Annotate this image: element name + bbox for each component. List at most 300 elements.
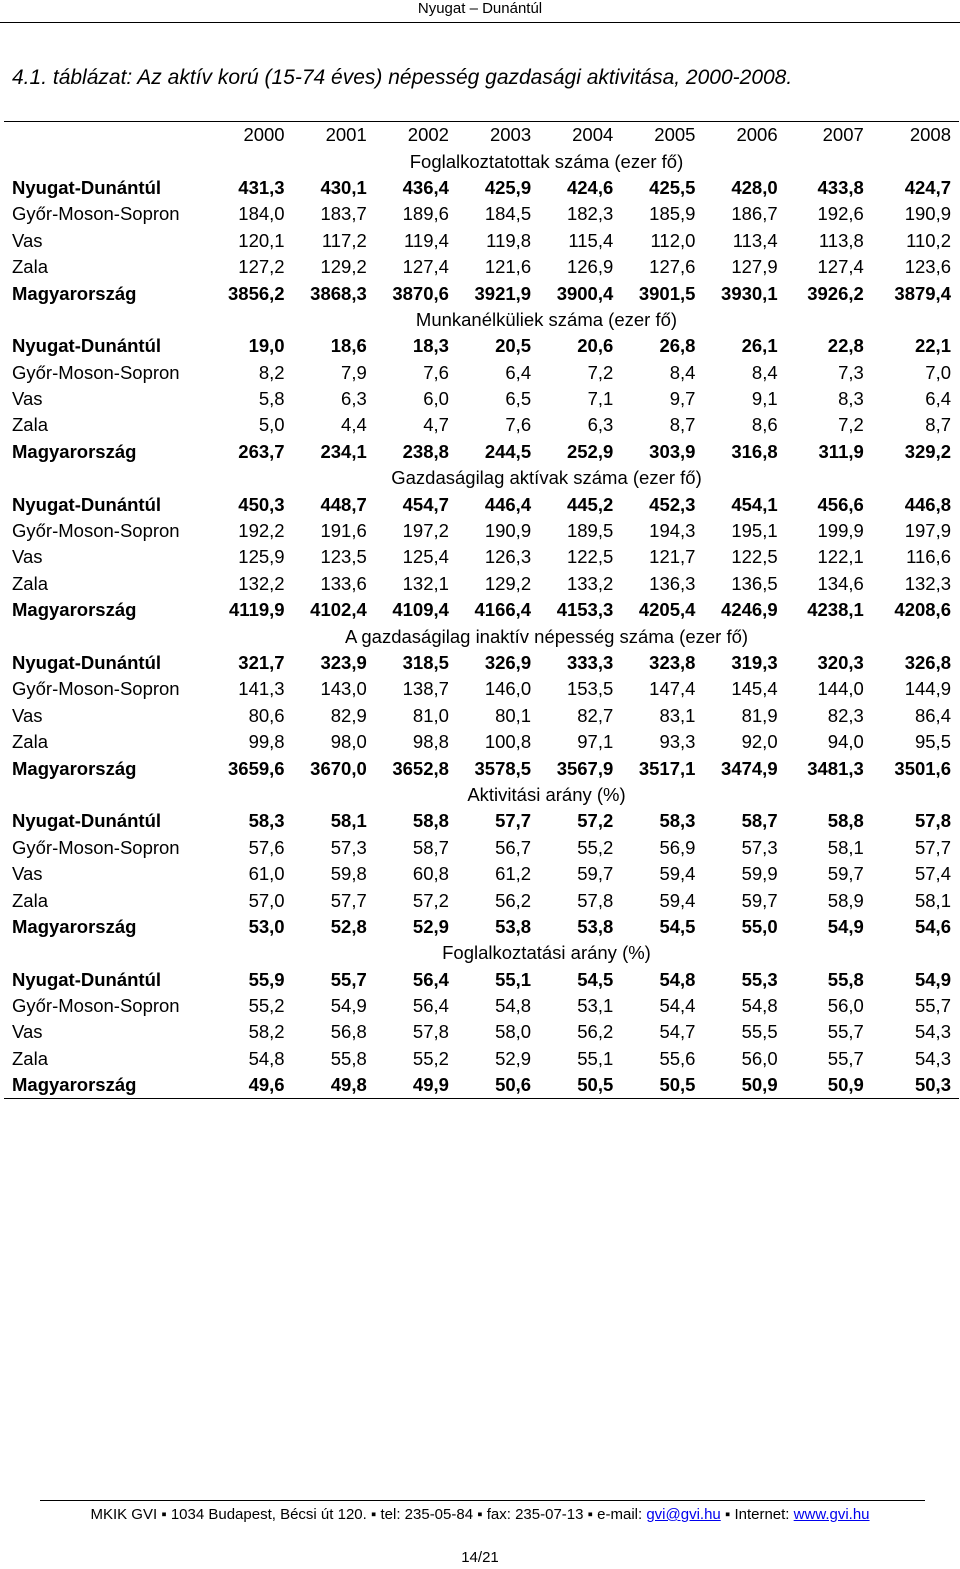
value-cell: 127,4 [402, 256, 449, 278]
value-cell: 424,6 [566, 176, 614, 198]
value-cell: 94,0 [827, 731, 864, 753]
value-cell: 59,7 [827, 863, 864, 885]
value-cell: 3930,1 [721, 282, 778, 304]
table-row [4, 201, 959, 227]
year-header-cell: 2003 [457, 122, 539, 149]
value-cell: 58,8 [827, 810, 864, 832]
value-cell: 112,0 [650, 229, 696, 251]
value-cell: 20,6 [577, 335, 614, 357]
table-row [4, 597, 959, 623]
value-cell: 57,8 [412, 1021, 449, 1043]
value-cell: 53,0 [248, 915, 285, 937]
value-cell: 318,5 [402, 652, 449, 673]
value-cell: 53,1 [577, 995, 614, 1017]
value-cell: 57,6 [248, 836, 285, 858]
row-label: Győr-Moson-Sopron [12, 678, 180, 700]
footer-tel: tel: 235-05-84 [380, 1506, 474, 1523]
value-cell: 55,8 [827, 968, 864, 990]
value-cell: 456,6 [817, 493, 864, 515]
value-cell: 115,4 [568, 229, 614, 251]
value-cell: 61,2 [495, 863, 532, 885]
footer-fax: fax: 235-07-13 [486, 1506, 584, 1523]
year-header-cell: 2004 [539, 122, 621, 149]
value-cell: 54,9 [827, 915, 864, 937]
section-heading: Foglalkoztatottak száma (ezer fő) [409, 150, 684, 172]
data-table [4, 121, 959, 1099]
value-cell: 8,7 [925, 414, 951, 436]
value-cell: 182,3 [566, 203, 614, 225]
table-row [4, 703, 959, 729]
table-row [4, 254, 959, 280]
value-cell: 125,4 [402, 546, 449, 568]
value-cell: 8,3 [838, 388, 864, 410]
value-cell: 141,3 [238, 678, 285, 700]
row-label: Nyugat-Dunántúl [12, 335, 162, 357]
row-label: Nyugat-Dunántúl [12, 810, 162, 832]
year-header-cell: 2005 [621, 122, 703, 149]
value-cell: 58,7 [741, 810, 778, 832]
value-cell: 53,8 [495, 915, 532, 937]
value-cell: 57,2 [577, 810, 614, 832]
footer-email-link[interactable]: gvi@gvi.hu [646, 1506, 721, 1523]
value-cell: 57,8 [914, 810, 951, 832]
row-label: Vas [12, 229, 43, 251]
page-footer [0, 1505, 960, 1525]
value-cell: 7,9 [341, 361, 367, 383]
value-cell: 18,6 [330, 335, 367, 357]
value-cell: 54,8 [495, 995, 532, 1017]
value-cell: 7,1 [587, 388, 614, 410]
value-cell: 3900,4 [556, 282, 614, 304]
value-cell: 52,9 [495, 1047, 532, 1069]
value-cell: 59,4 [659, 863, 696, 885]
table-row [4, 861, 959, 887]
footer-separator: ▪ [477, 1506, 483, 1523]
value-cell: 113,4 [732, 229, 778, 251]
value-cell: 98,8 [412, 731, 449, 753]
row-label: Győr-Moson-Sopron [12, 203, 180, 225]
value-cell: 19,0 [248, 335, 285, 357]
value-cell: 194,3 [649, 520, 696, 542]
row-label: Zala [12, 256, 48, 278]
value-cell: 56,2 [495, 889, 532, 911]
value-cell: 127,6 [649, 256, 696, 278]
value-cell: 126,3 [484, 546, 532, 568]
table-row [4, 1046, 959, 1072]
value-cell: 145,4 [731, 678, 778, 700]
value-cell: 446,8 [904, 493, 951, 515]
value-cell: 454,7 [402, 493, 449, 515]
value-cell: 7,2 [587, 361, 614, 383]
value-cell: 57,7 [495, 810, 532, 832]
value-cell: 55,1 [577, 1047, 614, 1069]
value-cell: 3879,4 [894, 282, 951, 304]
footer-separator: ▪ [161, 1506, 167, 1523]
value-cell: 3926,2 [807, 282, 864, 304]
value-cell: 126,9 [566, 256, 614, 278]
value-cell: 132,3 [904, 572, 951, 594]
value-cell: 436,4 [402, 176, 449, 198]
value-cell: 452,3 [649, 493, 696, 515]
value-cell: 3567,9 [556, 757, 614, 779]
value-cell: 59,9 [741, 863, 778, 885]
value-cell: 55,7 [827, 1047, 864, 1069]
year-header-cell: 2008 [872, 122, 959, 149]
footer-separator: ▪ [724, 1506, 731, 1523]
table-row [4, 650, 959, 676]
value-cell: 54,9 [914, 968, 951, 990]
table-row [4, 967, 959, 993]
value-cell: 56,0 [741, 1047, 778, 1069]
value-cell: 448,7 [320, 493, 367, 515]
value-cell: 59,8 [330, 863, 367, 885]
footer-internet-label: Internet: [734, 1506, 790, 1523]
section-heading: Munkanélküliek száma (ezer fő) [415, 308, 678, 330]
value-cell: 192,2 [238, 520, 285, 542]
value-cell: 123,5 [320, 546, 367, 568]
value-cell: 121,6 [484, 256, 532, 278]
value-cell: 82,9 [330, 704, 367, 726]
value-cell: 58,9 [827, 889, 864, 911]
row-label: Magyarország [12, 915, 137, 937]
value-cell: 99,8 [248, 731, 285, 753]
value-cell: 49,8 [293, 1072, 375, 1099]
value-cell: 192,6 [817, 203, 864, 225]
value-cell: 3517,1 [638, 757, 696, 779]
running-header-text: Nyugat – Dunántúl [417, 0, 543, 17]
year-header-cell: 2000 [210, 122, 292, 149]
value-cell: 4119,9 [229, 599, 285, 621]
value-cell: 97,1 [577, 731, 614, 753]
value-cell: 153,5 [566, 678, 614, 700]
row-label: Zala [12, 731, 48, 753]
value-cell: 92,0 [741, 731, 778, 753]
value-cell: 127,9 [731, 256, 778, 278]
row-label: Zala [12, 1047, 48, 1069]
value-cell: 55,7 [914, 995, 951, 1017]
value-cell: 56,9 [659, 836, 696, 858]
value-cell: 9,7 [669, 388, 696, 410]
value-cell: 83,1 [659, 704, 696, 726]
value-cell: 6,0 [423, 388, 449, 410]
value-cell: 3501,6 [894, 757, 951, 779]
value-cell: 54,8 [248, 1047, 285, 1069]
table-row [4, 228, 959, 254]
value-cell: 50,5 [621, 1072, 703, 1099]
value-cell: 58,7 [412, 836, 449, 858]
value-cell: 3856,2 [228, 282, 285, 304]
value-cell: 58,0 [495, 1021, 532, 1043]
value-cell: 329,2 [904, 440, 951, 462]
value-cell: 311,9 [818, 440, 864, 462]
value-cell: 189,5 [566, 520, 614, 542]
value-cell: 132,1 [402, 572, 449, 594]
year-header-row [4, 122, 959, 149]
section-heading-row [4, 623, 959, 649]
value-cell: 57,7 [914, 836, 951, 858]
value-cell: 59,7 [577, 863, 614, 885]
value-cell: 53,8 [577, 915, 614, 937]
corner-cell [4, 122, 210, 149]
table-row [4, 755, 959, 781]
value-cell: 55,2 [412, 1047, 449, 1069]
section-heading-row [4, 782, 959, 808]
value-cell: 8,4 [751, 361, 778, 383]
value-cell: 55,7 [330, 968, 367, 990]
value-cell: 425,5 [649, 176, 696, 198]
row-label: Vas [12, 863, 43, 885]
value-cell: 127,4 [817, 256, 864, 278]
value-cell: 80,6 [248, 704, 285, 726]
table-row [4, 1072, 959, 1099]
row-label: Zala [12, 572, 48, 594]
value-cell: 54,5 [577, 968, 614, 990]
value-cell: 8,6 [751, 414, 778, 436]
table-row [4, 808, 959, 834]
value-cell: 4238,1 [807, 599, 864, 621]
table-row [4, 835, 959, 861]
value-cell: 4208,6 [894, 599, 951, 621]
value-cell: 119,4 [404, 229, 449, 251]
section-heading-row [4, 148, 959, 174]
section-heading: Foglalkoztatási arány (%) [442, 942, 651, 964]
value-cell: 146,0 [484, 678, 532, 700]
value-cell: 52,9 [412, 915, 449, 937]
value-cell: 58,3 [248, 810, 285, 832]
row-label: Zala [12, 414, 48, 436]
value-cell: 133,6 [320, 572, 367, 594]
value-cell: 8,2 [258, 361, 285, 383]
value-cell: 54,5 [659, 915, 696, 937]
value-cell: 50,9 [786, 1072, 872, 1099]
value-cell: 136,5 [731, 572, 778, 594]
value-cell: 184,5 [484, 203, 532, 225]
section-heading: A gazdaságilag inaktív népesség száma (ezer fő) [344, 625, 749, 647]
table-row [4, 729, 959, 755]
value-cell: 4153,3 [556, 599, 614, 621]
row-label: Győr-Moson-Sopron [12, 995, 180, 1017]
value-cell: 6,4 [505, 361, 532, 383]
value-cell: 190,9 [484, 520, 532, 542]
row-label: Nyugat-Dunántúl [12, 652, 162, 673]
section-heading-row [4, 307, 959, 333]
value-cell: 319,3 [731, 652, 778, 673]
footer-website-link[interactable]: www.gvi.hu [793, 1506, 870, 1523]
row-label: Nyugat-Dunántúl [12, 968, 162, 990]
value-cell: 3921,9 [474, 282, 532, 304]
row-label: Vas [12, 704, 43, 726]
value-cell: 57,4 [914, 863, 951, 885]
value-cell: 326,9 [484, 652, 532, 673]
value-cell: 55,8 [330, 1047, 367, 1069]
row-label: Győr-Moson-Sopron [12, 361, 180, 383]
value-cell: 55,3 [741, 968, 778, 990]
value-cell: 8,7 [669, 414, 696, 436]
value-cell: 197,2 [402, 520, 449, 542]
value-cell: 425,9 [484, 176, 532, 198]
value-cell: 5,8 [258, 388, 285, 410]
value-cell: 4166,4 [474, 599, 532, 621]
value-cell: 50,9 [703, 1072, 785, 1099]
running-header [0, 0, 960, 23]
value-cell: 445,2 [566, 493, 614, 515]
value-cell: 49,9 [375, 1072, 457, 1099]
value-cell: 122,1 [817, 546, 864, 568]
section-heading-row [4, 940, 959, 966]
value-cell: 3868,3 [310, 282, 367, 304]
value-cell: 50,3 [872, 1072, 959, 1099]
value-cell: 98,0 [330, 731, 367, 753]
value-cell: 134,6 [817, 572, 864, 594]
value-cell: 4109,4 [392, 599, 449, 621]
value-cell: 55,7 [827, 1021, 864, 1043]
table-row [4, 1019, 959, 1045]
row-label: Győr-Moson-Sopron [12, 520, 180, 542]
table-row [4, 412, 959, 438]
value-cell: 144,0 [817, 678, 864, 700]
value-cell: 122,5 [566, 546, 614, 568]
value-cell: 20,5 [495, 335, 532, 357]
year-header-cell: 2001 [293, 122, 375, 149]
value-cell: 58,3 [659, 810, 696, 832]
value-cell: 58,8 [412, 810, 449, 832]
value-cell: 119,8 [486, 229, 532, 251]
value-cell: 80,1 [495, 704, 532, 726]
value-cell: 136,3 [649, 572, 696, 594]
value-cell: 3901,5 [638, 282, 696, 304]
value-cell: 7,3 [838, 361, 864, 383]
value-cell: 8,4 [669, 361, 696, 383]
value-cell: 61,0 [248, 863, 285, 885]
value-cell: 54,4 [659, 995, 696, 1017]
value-cell: 238,8 [402, 440, 449, 462]
table-row [4, 993, 959, 1019]
value-cell: 4,7 [423, 414, 449, 436]
value-cell: 26,8 [659, 335, 696, 357]
value-cell: 263,7 [238, 440, 285, 462]
value-cell: 3578,5 [474, 757, 532, 779]
table-row [4, 491, 959, 517]
table-row [4, 175, 959, 201]
value-cell: 321,7 [238, 652, 285, 673]
row-label: Magyarország [12, 757, 137, 779]
value-cell: 147,4 [649, 678, 696, 700]
value-cell: 9,1 [751, 388, 778, 410]
value-cell: 122,5 [731, 546, 778, 568]
value-cell: 55,2 [248, 995, 285, 1017]
value-cell: 7,6 [423, 361, 449, 383]
value-cell: 132,2 [238, 572, 285, 594]
table-row [4, 518, 959, 544]
value-cell: 424,7 [904, 176, 951, 198]
value-cell: 52,8 [330, 915, 367, 937]
footer-address: 1034 Budapest, Bécsi út 120. [170, 1506, 367, 1523]
value-cell: 4246,9 [721, 599, 778, 621]
value-cell: 26,1 [741, 335, 778, 357]
value-cell: 56,2 [577, 1021, 614, 1043]
value-cell: 54,3 [914, 1047, 951, 1069]
table-body [4, 122, 959, 1099]
value-cell: 55,6 [659, 1047, 696, 1069]
value-cell: 190,9 [904, 203, 951, 225]
value-cell: 57,8 [577, 889, 614, 911]
value-cell: 333,3 [566, 652, 614, 673]
row-label: Vas [12, 388, 43, 410]
value-cell: 59,7 [741, 889, 778, 911]
table-title: 4.1. táblázat: Az aktív korú (15-74 éves) népesség gazdasági aktivitása, 2000-2008. [12, 66, 793, 89]
value-cell: 3481,3 [807, 757, 864, 779]
value-cell: 195,1 [731, 520, 778, 542]
value-cell: 446,4 [484, 493, 532, 515]
value-cell: 22,8 [827, 335, 864, 357]
value-cell: 56,7 [495, 836, 532, 858]
value-cell: 50,5 [539, 1072, 621, 1099]
year-header-cell: 2007 [786, 122, 872, 149]
value-cell: 58,1 [330, 810, 367, 832]
section-heading: Aktivitási arány (%) [467, 783, 626, 805]
value-cell: 138,7 [402, 678, 449, 700]
table-row [4, 676, 959, 702]
value-cell: 82,3 [827, 704, 864, 726]
value-cell: 199,9 [817, 520, 864, 542]
value-cell: 234,1 [320, 440, 367, 462]
footer-divider [40, 1500, 925, 1501]
value-cell: 54,9 [330, 995, 367, 1017]
value-cell: 431,3 [238, 176, 285, 198]
value-cell: 191,6 [320, 520, 367, 542]
table-row [4, 887, 959, 913]
value-cell: 82,7 [577, 704, 614, 726]
row-label: Nyugat-Dunántúl [12, 176, 162, 198]
footer-separator: ▪ [370, 1506, 377, 1523]
value-cell: 6,4 [925, 388, 951, 410]
value-cell: 56,8 [330, 1021, 367, 1043]
value-cell: 186,7 [731, 203, 778, 225]
value-cell: 4102,4 [310, 599, 367, 621]
value-cell: 189,6 [402, 203, 449, 225]
value-cell: 54,8 [659, 968, 696, 990]
value-cell: 3659,6 [228, 757, 285, 779]
value-cell: 144,9 [904, 678, 951, 700]
value-cell: 55,1 [495, 968, 532, 990]
value-cell: 4205,4 [638, 599, 696, 621]
value-cell: 143,0 [320, 678, 367, 700]
value-cell: 50,6 [457, 1072, 539, 1099]
value-cell: 121,7 [649, 546, 696, 568]
page-number: 14/21 [461, 1549, 499, 1566]
value-cell: 129,2 [320, 256, 367, 278]
value-cell: 4,4 [341, 414, 367, 436]
row-label: Zala [12, 889, 48, 911]
value-cell: 184,0 [238, 203, 285, 225]
value-cell: 18,3 [412, 335, 449, 357]
value-cell: 320,3 [817, 652, 864, 673]
footer-separator: ▪ [587, 1506, 593, 1523]
value-cell: 303,9 [649, 440, 696, 462]
value-cell: 56,4 [412, 968, 449, 990]
row-label: Magyarország [4, 1072, 210, 1099]
table-row [4, 360, 959, 386]
value-cell: 81,9 [741, 704, 778, 726]
value-cell: 56,4 [412, 995, 449, 1017]
value-cell: 57,3 [741, 836, 778, 858]
value-cell: 113,8 [818, 229, 864, 251]
value-cell: 117,2 [321, 229, 367, 251]
value-cell: 57,0 [248, 889, 285, 911]
value-cell: 56,0 [827, 995, 864, 1017]
section-heading: Gazdaságilag aktívak száma (ezer fő) [391, 467, 702, 489]
value-cell: 58,2 [248, 1021, 285, 1043]
